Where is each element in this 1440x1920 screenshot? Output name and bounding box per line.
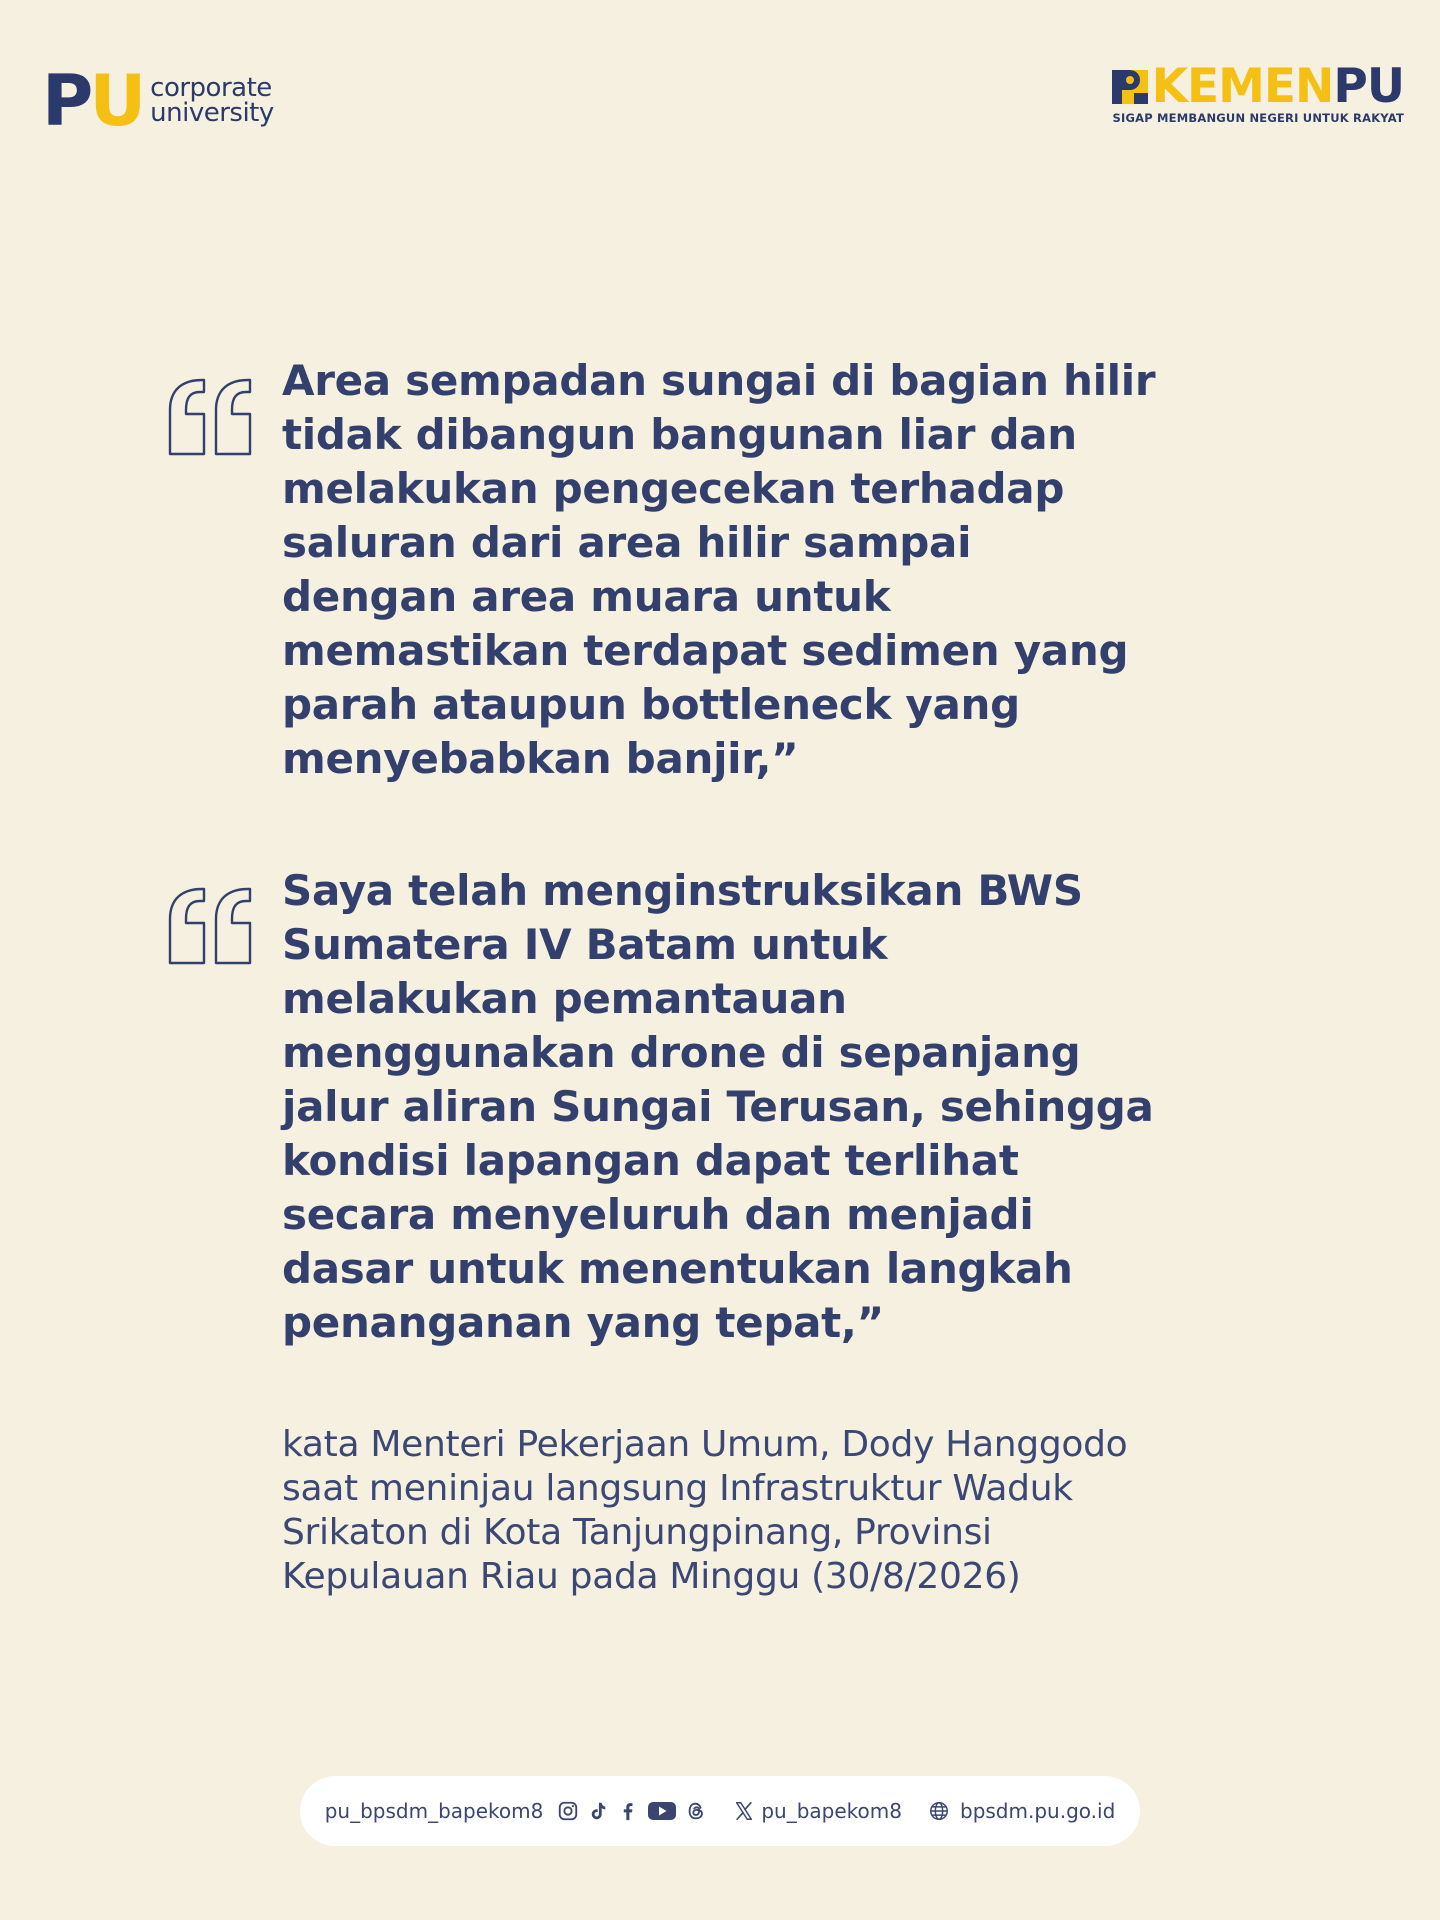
kemenpu-logo	[1110, 59, 1404, 125]
kemenpu-tagline: SIGAP MEMBANGUN NEGERI UNTUK RAKYAT	[1112, 111, 1404, 125]
globe-icon[interactable]	[928, 1800, 950, 1822]
opening-quote-icon	[164, 376, 256, 456]
youtube-icon[interactable]	[647, 1800, 677, 1822]
x-icon[interactable]	[733, 1800, 755, 1822]
logo-line-corporate: corporate	[150, 73, 272, 103]
logo-line-university: university	[150, 98, 274, 128]
pu-logo-mark: PU	[42, 60, 143, 142]
social-handle-main[interactable]: pu_bpsdm_bapekom8	[324, 1799, 544, 1823]
kemenpu-wordmark: KEMENPU	[1151, 59, 1404, 114]
pu-corporate-university-logo	[42, 60, 274, 142]
instagram-icon[interactable]	[557, 1800, 579, 1822]
opening-quote-icon	[164, 885, 256, 965]
social-media-footer	[300, 1776, 1140, 1846]
quote-text-1: Area sempadan sungai di bagian hilir tidak dibangun bangunan liar dan melakukan pengecekan terhadap saluran dari area hilir sampai dengan area muara untuk memastikan terdapat sedimen yang parah ataupun bottleneck yang menyebabkan banjir,”	[282, 356, 1156, 783]
website-link[interactable]: bpsdm.pu.go.id	[960, 1799, 1116, 1823]
pu-logo-wordmark	[150, 73, 274, 128]
quote-attribution: kata Menteri Pekerjaan Umum, Dody Hanggodo saat meninjau langsung Infrastruktur Waduk Srikaton di Kota Tanjungpinang, Provinsi Kepulauan Riau pada Minggu (30/8/2026)	[282, 1424, 1128, 1597]
threads-icon[interactable]	[685, 1800, 707, 1822]
social-handle-x[interactable]: pu_bapekom8	[761, 1799, 902, 1823]
tiktok-icon[interactable]	[587, 1800, 609, 1822]
facebook-icon[interactable]	[617, 1800, 639, 1822]
quote-text-2: Saya telah menginstruksikan BWS Sumatera IV Batam untuk melakukan pemantauan menggunakan drone di sepanjang jalur aliran Sungai Terusan, sehingga kondisi lapangan dapat terlihat secara menyeluruh dan menjadi dasar untuk menentukan langkah penanganan yang tepat,”	[282, 866, 1154, 1347]
kemenpu-emblem-icon	[1110, 67, 1150, 107]
